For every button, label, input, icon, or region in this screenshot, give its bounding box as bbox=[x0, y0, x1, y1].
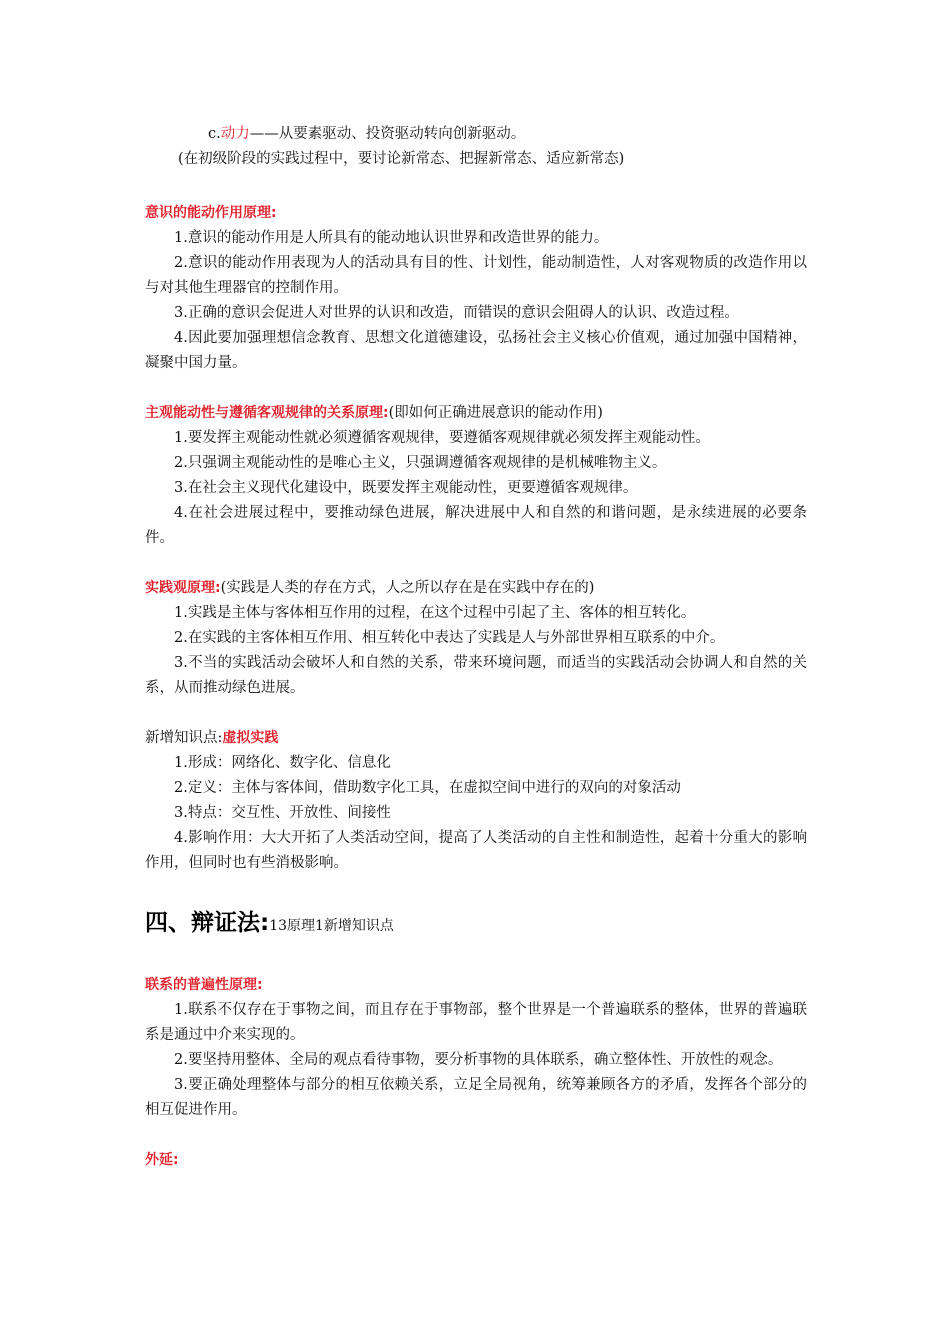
practice-item-3: 3.不当的实践活动会破坏人和自然的关系，带来环境问题，而适当的实践活动会协调人和自然的关系，从而推动绿色进展。 bbox=[145, 655, 807, 696]
dynamics-line bbox=[145, 122, 807, 147]
heading-consciousness: 意识的能动作用原理: bbox=[145, 205, 277, 221]
heading-virtual-practice: 虚拟实践 bbox=[222, 730, 279, 746]
subjective-item-3: 3.在社会主义现代化建设中，既要发挥主观能动性，更要遵循客观规律。 bbox=[174, 480, 638, 496]
consciousness-item-1: 1.意识的能动作用是人所具有的能动地认识世界和改造世界的能力。 bbox=[174, 230, 609, 246]
virtual-item-3: 3.特点：交互性、开放性、间接性 bbox=[174, 805, 391, 821]
practice-note: (实践是人类的存在方式，人之所以存在是在实践中存在的) bbox=[220, 580, 595, 596]
subjective-item-2: 2.只强调主观能动性的是唯心主义，只强调遵循客观规律的是机械唯物主义。 bbox=[174, 455, 667, 471]
practice-item-2: 2.在实践的主客体相互作用、相互转化中表达了实践是人与外部世界相互联系的中介。 bbox=[174, 630, 725, 646]
virtual-item-1: 1.形成：网络化、数字化、信息化 bbox=[174, 755, 391, 771]
consciousness-item-2: 2.意识的能动作用表现为人的活动具有目的性、计划性，能动制造性，人对客观物质的改造作用以与对其他生理器官的控制作用。 bbox=[145, 255, 807, 296]
chapter-heading bbox=[145, 906, 807, 943]
subjective-item-1: 1.要发挥主观能动性就必须遵循客观规律，要遵循客观规律就必须发挥主观能动性。 bbox=[174, 430, 710, 446]
virtual-item-2: 2.定义：主体与客体间，借助数字化工具，在虚拟空间中进行的双向的对象活动 bbox=[174, 780, 681, 796]
document-page bbox=[145, 122, 807, 1173]
section-heading-virtual bbox=[145, 726, 807, 751]
subjective-note: (即如何正确进展意识的能动作用) bbox=[388, 405, 603, 421]
chapter-subtitle: 13原理1新增知识点 bbox=[269, 918, 394, 934]
section-heading-connection bbox=[145, 973, 807, 998]
section-heading-practice bbox=[145, 576, 807, 601]
heading-extension: 外延: bbox=[145, 1152, 179, 1168]
new-knowledge-label: 新增知识点: bbox=[145, 730, 223, 746]
chapter-title: 四、辩证法: bbox=[145, 910, 270, 936]
connection-item-3: 3.要正确处理整体与部分的相互依赖关系，立足全局视角，统筹兼顾各方的矛盾，发挥各个部分的相互促进作用。 bbox=[145, 1077, 807, 1118]
new-normal-note: (在初级阶段的实践过程中，要讨论新常态、把握新常态、适应新常态) bbox=[178, 151, 625, 167]
section-heading-subjective bbox=[145, 401, 807, 426]
subjective-item-4: 4.在社会进展过程中，要推动绿色进展，解决进展中人和自然的和谐问题，是永续进展的必要条件。 bbox=[145, 505, 807, 546]
practice-item-1: 1.实践是主体与客体相互作用的过程，在这个过程中引起了主、客体的相互转化。 bbox=[174, 605, 696, 621]
consciousness-item-4: 4.因此要加强理想信念教育、思想文化道德建设，弘扬社会主义核心价值观，通过加强中国精神，凝聚中国力量。 bbox=[145, 330, 807, 371]
heading-connection: 联系的普遍性原理: bbox=[145, 977, 263, 993]
section-heading-consciousness bbox=[145, 201, 807, 226]
dynamics-prefix: c. bbox=[208, 126, 221, 142]
connection-item-1: 1.联系不仅存在于事物之间，而且存在于事物部，整个世界是一个普遍联系的整体，世界的普遍联系是通过中介来实现的。 bbox=[145, 1002, 807, 1043]
consciousness-item-3: 3.正确的意识会促进人对世界的认识和改造，而错误的意识会阻碍人的认识、改造过程。 bbox=[174, 305, 739, 321]
heading-subjective: 主观能动性与遵循客观规律的关系原理: bbox=[145, 405, 389, 421]
dynamics-keyword: 动力 bbox=[220, 126, 250, 142]
section-heading-extension bbox=[145, 1148, 807, 1173]
virtual-item-4: 4.影响作用：大大开拓了人类活动空间，提高了人类活动的自主性和制造性，起着十分重大的影响作用，但同时也有些消极影响。 bbox=[145, 830, 807, 871]
dynamics-text: ——从要素驱动、投资驱动转向创新驱动。 bbox=[249, 126, 526, 142]
heading-practice: 实践观原理: bbox=[145, 580, 221, 596]
connection-item-2: 2.要坚持用整体、全局的观点看待事物，要分析事物的具体联系，确立整体性、开放性的观念。 bbox=[174, 1052, 783, 1068]
